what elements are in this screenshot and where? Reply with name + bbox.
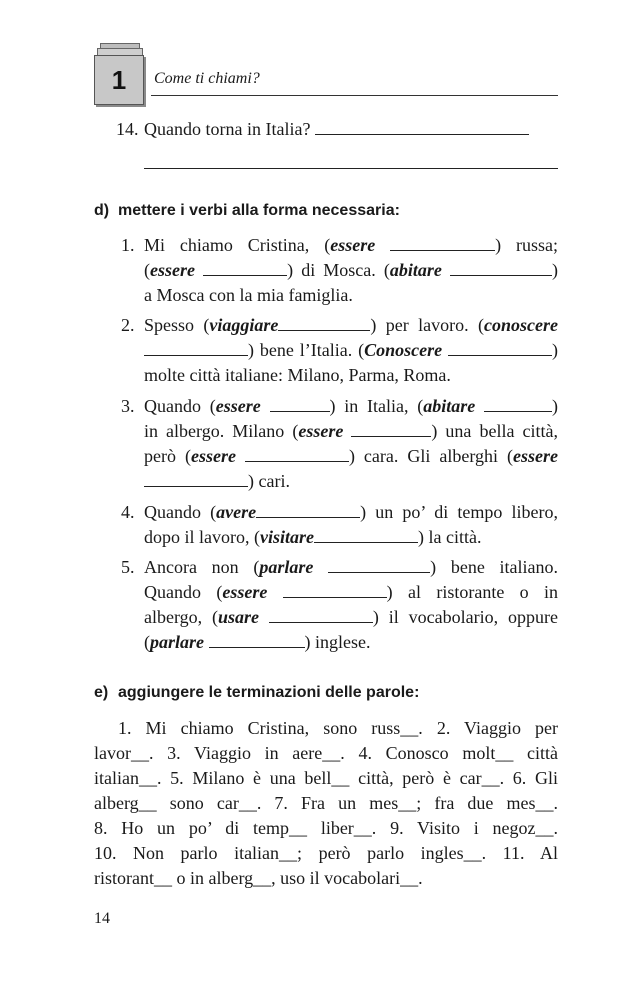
d1-line3: a Mosca con la mia famiglia. (144, 285, 353, 305)
e-line: lavor__. 3. Viaggio in aere__. 4. Conosco molt__ città (94, 743, 558, 763)
d-item-number: 4. (121, 502, 135, 522)
d4-line1: Quando (avere ) un po’ di tempo libero, (144, 502, 558, 522)
q14-question: Quando torna in Italia? (144, 119, 311, 139)
e-line: ristorant__ o in alberg__, uso il vocabolari__. (94, 868, 423, 888)
section-e-title: aggiungere le terminazioni delle parole: (118, 684, 420, 701)
d2-line3: molte città italiane: Milano, Parma, Roma. (144, 365, 451, 385)
page-number: 14 (94, 910, 110, 927)
e-line: 1. Mi chiamo Cristina, sono russ__. 2. Viaggio per (118, 718, 558, 738)
answer-blank (315, 120, 529, 135)
d5-line4: (parlare ) inglese. (144, 632, 371, 652)
section-e-label: e) (94, 684, 109, 701)
d-item-number: 5. (121, 557, 135, 577)
answer-blank-line (144, 168, 558, 169)
e-line: 8. Ho un po’ di temp__ liber__. 9. Visito i negoz__. (94, 818, 558, 838)
e-line: 10. Non parlo italian__; però parlo ingles__. 11. Al (94, 843, 558, 863)
e-line: alberg__ sono car__. 7. Fra un mes__; fra due mes__. (94, 793, 558, 813)
q14-text (144, 120, 529, 138)
d5-line3: albergo, (usare ) il vocabolario, oppure (144, 607, 558, 627)
d3-line1: Quando (essere ) in Italia, (abitare ) (144, 396, 559, 416)
d4-line2: dopo il lavoro, (visitare ) la città. (144, 527, 482, 547)
d2-line2: ) bene l’Italia. (Conoscere ) (144, 341, 558, 359)
d-item-number: 2. (121, 315, 135, 335)
chapter-number: 1 (94, 55, 144, 105)
d5-line2: Quando (essere ) al ristorante o in (144, 582, 558, 602)
header-rule (151, 95, 558, 96)
section-d-label: d) (94, 202, 110, 219)
d3-line3: però (essere ) cara. Gli alberghi (essere (144, 446, 558, 466)
d2-line1: Spesso (viaggiare ) per lavoro. (conoscere (144, 315, 558, 335)
d1-line1: Mi chiamo Cristina, (essere ) russa; (144, 235, 558, 255)
d5-line1: Ancora non (parlare ) bene italiano. (144, 557, 559, 577)
d3-line2: in albergo. Milano (essere ) una bella città, (144, 421, 559, 441)
d1-line2: (essere ) di Mosca. (abitare ) (144, 260, 558, 280)
d-item-number: 1. (121, 235, 135, 255)
chapter-badge (94, 43, 144, 105)
chapter-title: Come ti chiami? (154, 70, 260, 87)
d-item-number: 3. (121, 396, 135, 416)
q14-number: 14. (116, 119, 139, 139)
e-line: italian__. 5. Milano è una bell__ città, però è car__. 6. Gli (94, 768, 558, 788)
d3-line4: ) cari. (144, 472, 290, 490)
section-d-title: mettere i verbi alla forma necessaria: (118, 202, 400, 219)
